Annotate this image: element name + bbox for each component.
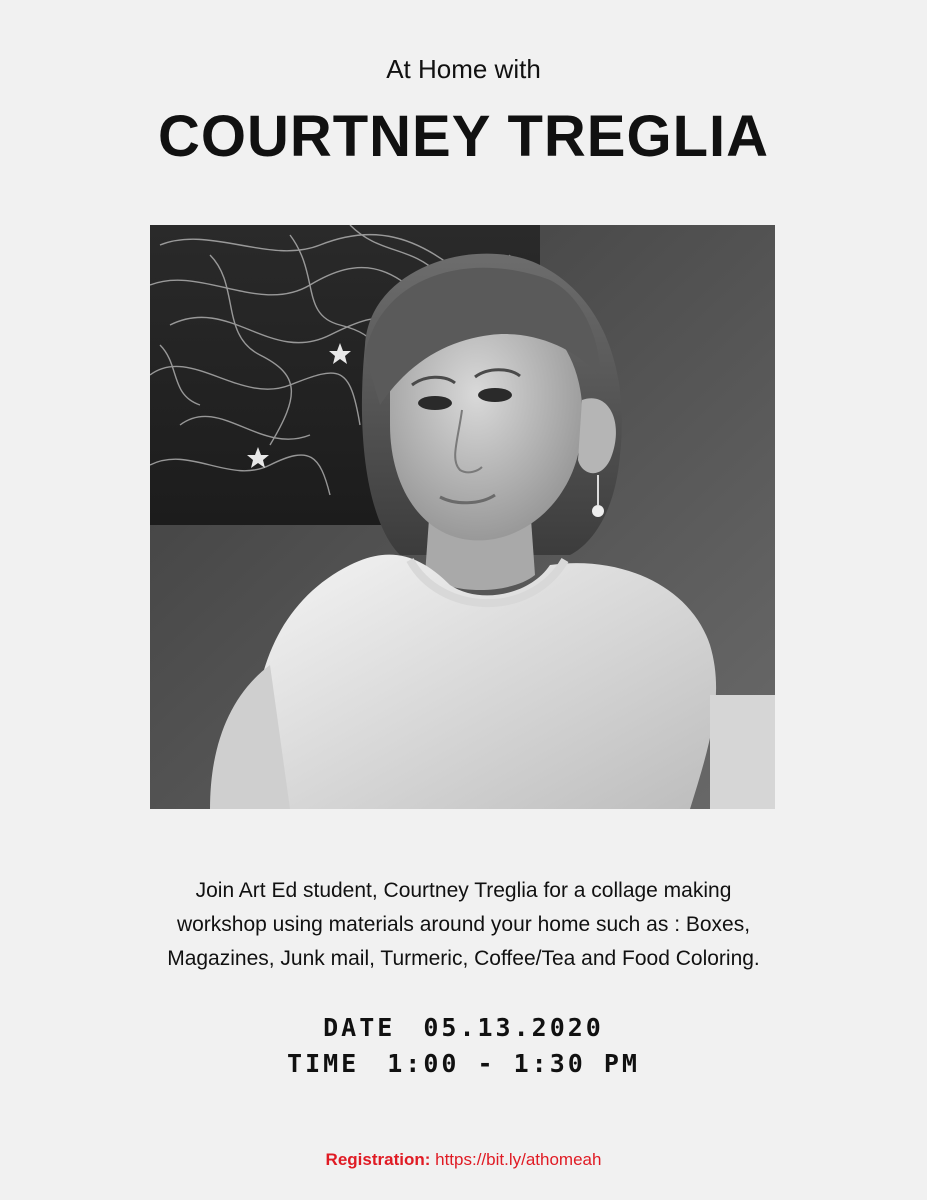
time-label: TIME	[287, 1049, 360, 1078]
time-row	[0, 1046, 927, 1082]
registration-label: Registration:	[325, 1150, 431, 1169]
event-description	[60, 874, 867, 976]
time-value: 1:00 - 1:30 PM	[387, 1049, 640, 1078]
event-subtitle: At Home with	[386, 54, 541, 84]
registration-link[interactable]: https://bit.ly/athomeah	[435, 1150, 602, 1169]
registration-line	[0, 1150, 927, 1170]
description-line: Join Art Ed student, Courtney Treglia for a collage making	[195, 879, 732, 902]
event-details	[0, 1010, 927, 1082]
portrait-illustration	[150, 225, 775, 809]
date-label: DATE	[323, 1013, 396, 1042]
event-title: COURTNEY TREGLIA	[157, 104, 770, 169]
portrait-photo	[150, 225, 775, 809]
date-value: 05.13.2020	[423, 1013, 604, 1042]
description-line: Magazines, Junk mail, Turmeric, Coffee/Tea and Food Coloring.	[167, 947, 760, 970]
date-row	[0, 1010, 927, 1046]
description-line: workshop using materials around your home such as : Boxes,	[176, 913, 751, 936]
